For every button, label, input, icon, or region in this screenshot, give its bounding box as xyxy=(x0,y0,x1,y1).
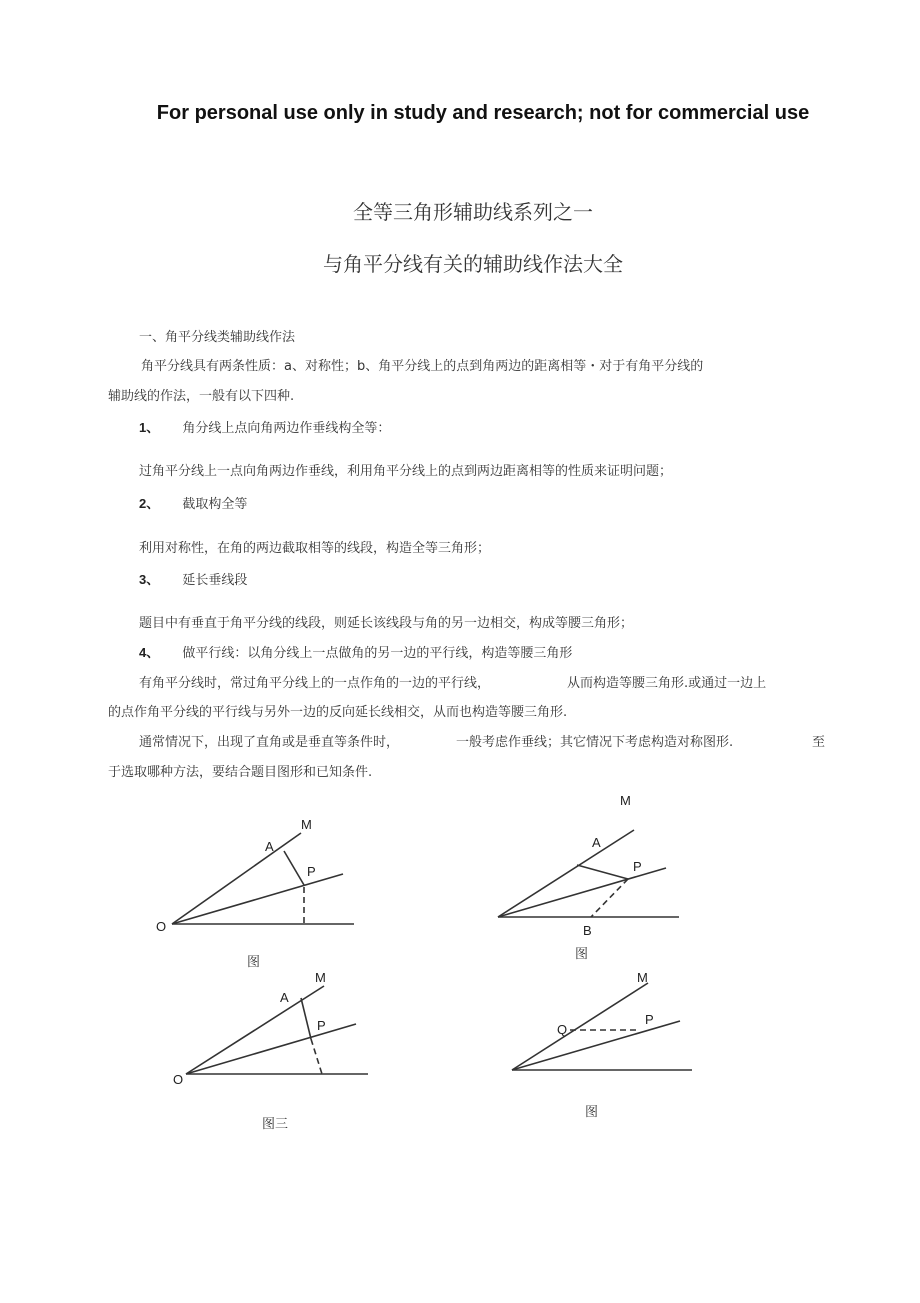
para2-line-1a: 通常情况下，出现了直角或是垂直等条件时， xyxy=(139,735,400,750)
item-title: 做平行线：以角分线上一点做角的另一边的平行线，构造等腰三角形 xyxy=(182,646,573,661)
item-title: 延长垂线段 xyxy=(182,573,248,588)
label-M: M xyxy=(301,817,312,832)
figure-3 xyxy=(186,986,368,1074)
item-number: 3、 xyxy=(139,572,160,587)
extension-dashed xyxy=(311,1039,322,1074)
perpendicular-AP xyxy=(301,998,311,1039)
label-Q: Q xyxy=(557,1022,568,1037)
label-M: M xyxy=(315,970,326,985)
method-item-4 xyxy=(139,642,572,661)
method-item-2-desc: 利用对称性，在角的两边截取相等的线段，构造全等三角形； xyxy=(139,541,491,556)
label-A: A xyxy=(280,990,289,1005)
angle-side-OM xyxy=(512,983,648,1070)
angle-side-OM xyxy=(498,830,634,917)
para2-line-1b: 一般考虑作垂线；其它情况下考虑构造对称图形. xyxy=(456,735,734,750)
perpendicular-PA xyxy=(284,851,304,885)
figure-2-caption: 图 xyxy=(575,947,589,962)
label-O: O xyxy=(173,1072,184,1087)
item-number: 1、 xyxy=(139,420,160,435)
item-title: 截取构全等 xyxy=(182,497,248,512)
intro-line-1: 角平分线具有两条性质：a、对称性；b、角平分线上的点到角两边的距离相等・对于有角平分线的 xyxy=(141,359,704,374)
label-A: A xyxy=(265,839,274,854)
para2-line-1c: 至 xyxy=(812,735,826,750)
segment-AP xyxy=(577,865,628,879)
para1-line-1b: 从而构造等腰三角形.或通过一边上 xyxy=(567,676,767,691)
label-P: P xyxy=(633,859,642,874)
angle-bisector xyxy=(498,868,666,917)
figure-4-caption: 图 xyxy=(585,1105,599,1120)
title-line-2: 与角平分线有关的辅助线作法大全 xyxy=(323,252,623,276)
section-heading: 一、角平分线类辅助线作法 xyxy=(139,330,296,345)
method-item-1 xyxy=(139,417,390,436)
item-number: 2、 xyxy=(139,496,160,511)
figures-canvas xyxy=(0,780,920,1150)
label-O: O xyxy=(156,919,167,934)
title-line-1: 全等三角形辅助线系列之一 xyxy=(353,200,593,224)
label-M: M xyxy=(620,793,631,808)
item-title: 角分线上点向角两边作垂线构全等： xyxy=(182,421,391,436)
method-item-2 xyxy=(139,493,247,512)
method-item-1-desc: 过角平分线上一点向角两边作垂线，利用角平分线上的点到两边距离相等的性质来证明问题； xyxy=(139,464,673,479)
angle-bisector xyxy=(186,1024,356,1074)
method-item-3-desc: 题目中有垂直于角平分线的线段，则延长该线段与角的另一边相交，构成等腰三角形； xyxy=(139,616,634,631)
method-item-3 xyxy=(139,569,247,588)
figure-1 xyxy=(172,833,354,924)
label-B: B xyxy=(583,923,592,938)
figure-3-caption: 图三 xyxy=(262,1117,289,1132)
angle-side-OM xyxy=(172,833,301,924)
para1-line-1a: 有角平分线时，常过角平分线上的一点作角的一边的平行线， xyxy=(139,676,491,691)
label-M: M xyxy=(637,970,648,985)
label-A: A xyxy=(592,835,601,850)
figure-4 xyxy=(512,983,692,1070)
usage-banner: For personal use only in study and research; not for commercial use xyxy=(156,102,810,124)
figure-2 xyxy=(498,830,679,917)
para2-line-2: 于选取哪种方法，要结合题目图形和已知条件. xyxy=(108,765,373,780)
intro-line-2: 辅助线的作法，一般有以下四种. xyxy=(108,389,295,404)
label-P: P xyxy=(307,864,316,879)
figure-1-caption: 图 xyxy=(247,955,261,970)
angle-bisector xyxy=(172,874,343,924)
label-P: P xyxy=(645,1012,654,1027)
para1-line-2: 的点作角平分线的平行线与另外一边的反向延长线相交，从而也构造等腰三角形. xyxy=(108,705,568,720)
angle-bisector xyxy=(512,1021,680,1070)
label-P: P xyxy=(317,1018,326,1033)
angle-side-OM xyxy=(186,986,324,1074)
item-number: 4、 xyxy=(139,645,160,660)
